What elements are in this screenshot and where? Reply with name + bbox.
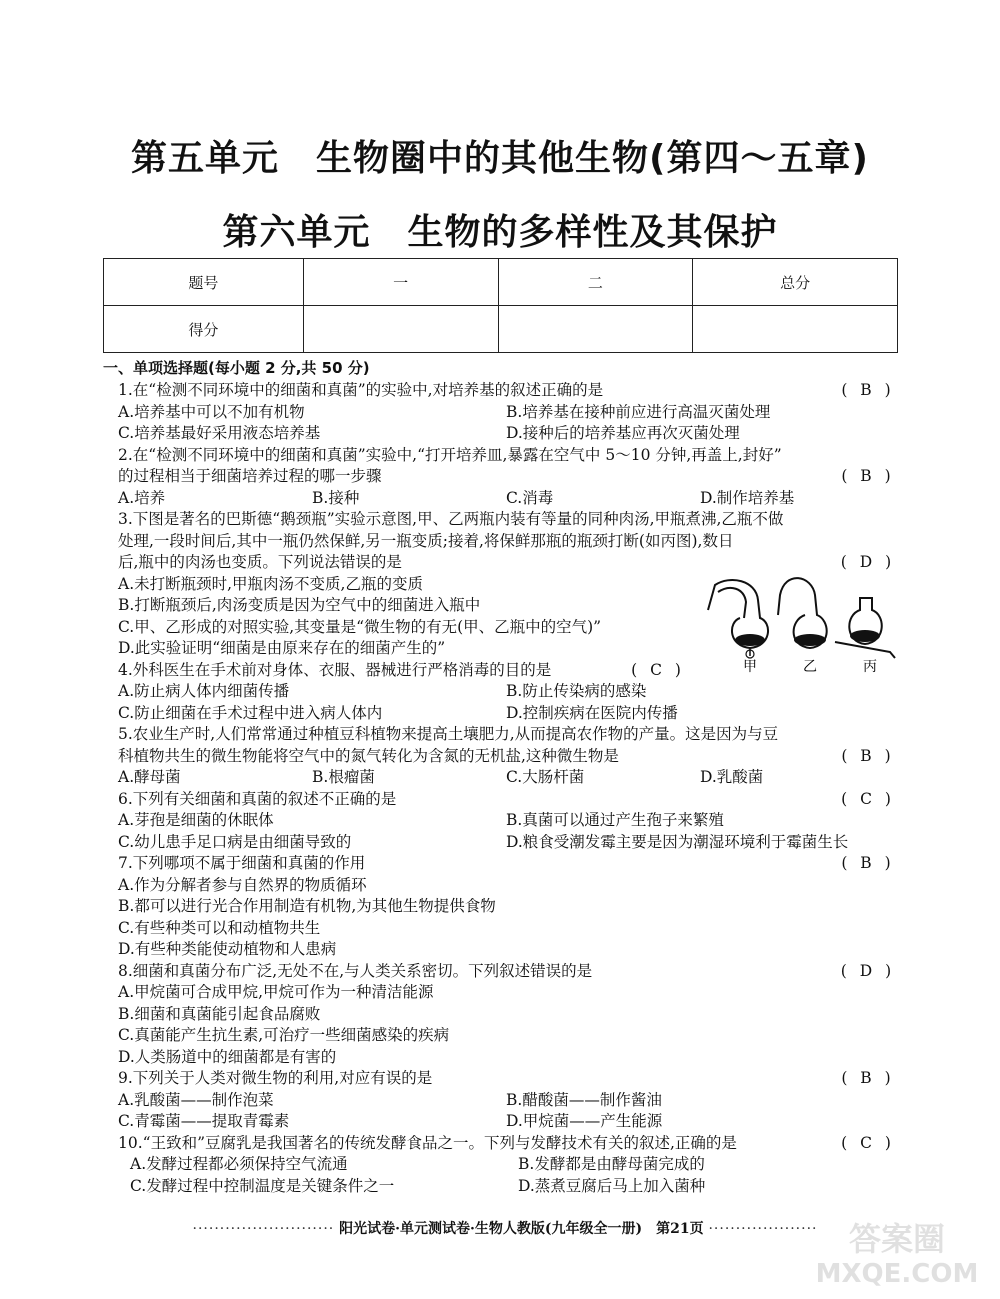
option-D: D.有些种类能使动植物和人患病 [118, 940, 337, 958]
option-row [118, 918, 908, 940]
answer-mark: ( B ) [841, 1069, 895, 1087]
option-row [118, 1111, 908, 1133]
score-cell-label: 题号 [104, 259, 304, 306]
question-stem-text: 处理,一段时间后,其中一瓶仍然保鲜,另一瓶变质;接着,将保鲜那瓶的瓶颈打断(如丙图),数日 [118, 531, 734, 550]
answer-mark: ( B ) [841, 467, 895, 485]
option-row [118, 1154, 908, 1176]
score-row-label: 得分 [104, 306, 304, 353]
option-B: B.接种 [312, 488, 360, 507]
question-stem-line [118, 789, 908, 811]
question-stem-line [118, 531, 908, 553]
option-row [118, 681, 908, 703]
answer-mark: ( C ) [631, 660, 685, 679]
unit5-title: 第五单元 生物圈中的其他生物(第四～五章) [131, 138, 869, 179]
option-C: C.甲、乙形成的对照实验,其变量是“微生物的有无(甲、乙瓶中的空气)” [118, 617, 602, 636]
question-stem-line [118, 445, 908, 467]
option-D: D.人类肠道中的细菌都是有害的 [118, 1047, 337, 1066]
option-B: B.醋酸菌——制作酱油 [506, 1090, 662, 1109]
score-table [103, 258, 898, 353]
label-bing: 丙 [863, 659, 877, 675]
question-stem-text: 5.农业生产时,人们常常通过种植豆科植物来提高土壤肥力,从而提高农作物的产量。这是因为与豆 [118, 725, 779, 743]
option-row [118, 703, 908, 725]
question-stem-text: 3.下图是著名的巴斯德“鹅颈瓶”实验示意图,甲、乙两瓶内装有等量的同种肉汤,甲瓶煮沸,乙瓶不做 [118, 510, 784, 528]
question-stem-line [118, 380, 908, 402]
question-stem-line [118, 466, 908, 488]
svg-text:答案圈: 答案圈 [848, 1220, 946, 1258]
question-9 [118, 1068, 908, 1133]
question-6 [118, 789, 908, 854]
option-row [118, 1004, 908, 1026]
option-D: D.甲烷菌——产生能源 [506, 1112, 663, 1130]
answer-mark: ( D ) [840, 961, 896, 980]
option-D: D.控制疾病在医院内传播 [506, 703, 678, 722]
option-row [118, 982, 908, 1004]
option-D: D.接种后的培养基应再次灭菌处理 [506, 424, 740, 442]
option-A: A.发酵过程都必须保持空气流通 [130, 1155, 348, 1173]
question-10 [118, 1133, 908, 1198]
question-stem-text: 6.下列有关细菌和真菌的叙述不正确的是 [118, 789, 397, 808]
footer-dots-right: ···················· [708, 1221, 818, 1237]
option-row [118, 875, 908, 897]
option-row [118, 767, 908, 789]
option-row [118, 896, 908, 918]
question-stem-text: 9.下列关于人类对微生物的利用,对应有误的是 [118, 1069, 433, 1087]
gooseneck-flask-diagram [700, 570, 900, 675]
question-list [118, 380, 908, 1197]
option-C: C.真菌能产生抗生素,可治疗一些细菌感染的疾病 [118, 1026, 450, 1044]
option-C: C.青霉菌——提取青霉素 [118, 1112, 290, 1130]
score-cell-part2: 二 [498, 259, 693, 306]
option-row [118, 832, 908, 854]
question-7 [118, 853, 908, 961]
watermark-logo [812, 1210, 982, 1290]
score-value-row [104, 306, 898, 353]
question-stem-text: 2.在“检测不同环境中的细菌和真菌”实验中,“打开培养皿,暴露在空气中 5～10 分钟,再盖上,封好” [118, 445, 782, 464]
option-C: C.幼儿患手足口病是由细菌导致的 [118, 832, 352, 851]
score-header-row [104, 259, 898, 306]
option-B: B.都可以进行光合作用制造有机物,为其他生物提供食物 [118, 897, 496, 915]
question-stem-text: 10.“王致和”豆腐乳是我国著名的传统发酵食品之一。下列与发酵技术有关的叙述,正确的是 [118, 1133, 737, 1152]
label-jia: 甲 [743, 659, 757, 675]
option-row [118, 402, 908, 424]
option-row [118, 810, 908, 832]
question-stem-line [118, 1133, 908, 1155]
option-A: A.作为分解者参与自然界的物质循环 [118, 875, 367, 894]
question-stem-text: 的过程相当于细菌培养过程的哪一步骤 [118, 467, 382, 485]
option-A: A.芽孢是细菌的休眠体 [118, 811, 274, 829]
answer-mark: ( D ) [840, 553, 896, 571]
question-stem-line [118, 853, 908, 875]
answer-mark: ( C ) [841, 1133, 895, 1152]
answer-mark: ( C ) [841, 789, 895, 808]
score-cell-total: 总分 [693, 259, 898, 306]
score-input-part1[interactable] [303, 306, 498, 353]
question-stem-line [118, 746, 908, 768]
question-stem-text: 4.外科医生在手术前对身体、衣服、器械进行严格消毒的目的是 [118, 660, 552, 679]
option-C: C.大肠杆菌 [506, 768, 585, 786]
unit6-title: 第六单元 生物的多样性及其保护 [222, 212, 778, 253]
section-heading [103, 358, 893, 380]
question-stem-text: 1.在“检测不同环境中的细菌和真菌”的实验中,对培养基的叙述正确的是 [118, 381, 604, 399]
question-stem-line [118, 724, 908, 746]
answer-mark: ( B ) [841, 854, 895, 872]
option-C: C.有些种类可以和动植物共生 [118, 918, 321, 937]
option-D: D.此实验证明“细菌是由原来存在的细菌产生的” [118, 639, 446, 657]
option-B: B.真菌可以通过产生孢子来繁殖 [506, 811, 724, 829]
option-D: D.粮食受潮发霉主要是因为潮湿环境利于霉菌生长 [506, 832, 849, 851]
option-C: C.消毒 [506, 488, 554, 507]
option-A: A.防止病人体内细菌传播 [118, 682, 290, 700]
footer-text: 阳光试卷·单元测试卷·生物人教版(九年级全一册) 第21页 [339, 1221, 704, 1237]
option-row [118, 1090, 908, 1112]
answer-mark: ( B ) [841, 381, 895, 399]
question-stem-text: 后,瓶中的肉汤也变质。下列说法错误的是 [118, 553, 402, 571]
option-row [118, 939, 908, 961]
question-8 [118, 961, 908, 1069]
option-B: B.防止传染病的感染 [506, 682, 647, 700]
question-stem-text: 7.下列哪项不属于细菌和真菌的作用 [118, 854, 366, 872]
svg-text:MXQE.COM: MXQE.COM [815, 1259, 979, 1289]
score-cell-part1: 一 [303, 259, 498, 306]
option-A: A.培养基中可以不加有机物 [118, 402, 305, 421]
question-stem-text: 科植物共生的微生物能将空气中的氮气转化为含氮的无机盐,这种微生物是 [118, 746, 619, 765]
question-stem-line [118, 961, 908, 983]
option-B: B.细菌和真菌能引起食品腐败 [118, 1004, 321, 1023]
page-footer [110, 1218, 900, 1238]
question-stem-line [118, 509, 908, 531]
footer-dots-left: ·························· [192, 1221, 335, 1237]
option-A: A.酵母菌 [118, 768, 181, 786]
option-D: D.乳酸菌 [700, 768, 764, 786]
option-row [118, 1176, 908, 1198]
question-stem-line [118, 1068, 908, 1090]
section-title: 一、单项选择题(每小题 2 分,共 50 分) [103, 359, 370, 377]
option-D: D.制作培养基 [700, 488, 795, 507]
option-A: A.乳酸菌——制作泡菜 [118, 1090, 274, 1109]
option-B: B.根瘤菌 [312, 768, 375, 786]
option-C: C.防止细菌在手术过程中进入病人体内 [118, 703, 383, 722]
option-D: D.蒸煮豆腐后马上加入菌种 [518, 1176, 706, 1195]
label-yi: 乙 [803, 659, 817, 675]
question-1 [118, 380, 908, 445]
question-stem-text: 8.细菌和真菌分布广泛,无处不在,与人类关系密切。下列叙述错误的是 [118, 961, 593, 980]
option-B: B.培养基在接种前应进行高温灭菌处理 [506, 402, 771, 421]
option-C: C.发酵过程中控制温度是关键条件之一 [130, 1176, 395, 1195]
score-input-total[interactable] [693, 306, 898, 353]
option-A: A.甲烷菌可合成甲烷,甲烷可作为一种清洁能源 [118, 983, 434, 1001]
option-row [118, 1047, 908, 1069]
option-row [118, 488, 908, 510]
option-B: B.发酵都是由酵母菌完成的 [518, 1155, 705, 1173]
option-C: C.培养基最好采用液态培养基 [118, 424, 321, 442]
option-A: A.培养 [118, 488, 166, 507]
option-row [118, 423, 908, 445]
option-row [118, 1025, 908, 1047]
option-A: A.未打断瓶颈时,甲瓶肉汤不变质,乙瓶的变质 [118, 574, 423, 593]
option-B: B.打断瓶颈后,肉汤变质是因为空气中的细菌进入瓶中 [118, 596, 481, 614]
question-2 [118, 445, 908, 510]
answer-mark: ( B ) [841, 746, 895, 765]
score-input-part2[interactable] [498, 306, 693, 353]
question-5 [118, 724, 908, 789]
